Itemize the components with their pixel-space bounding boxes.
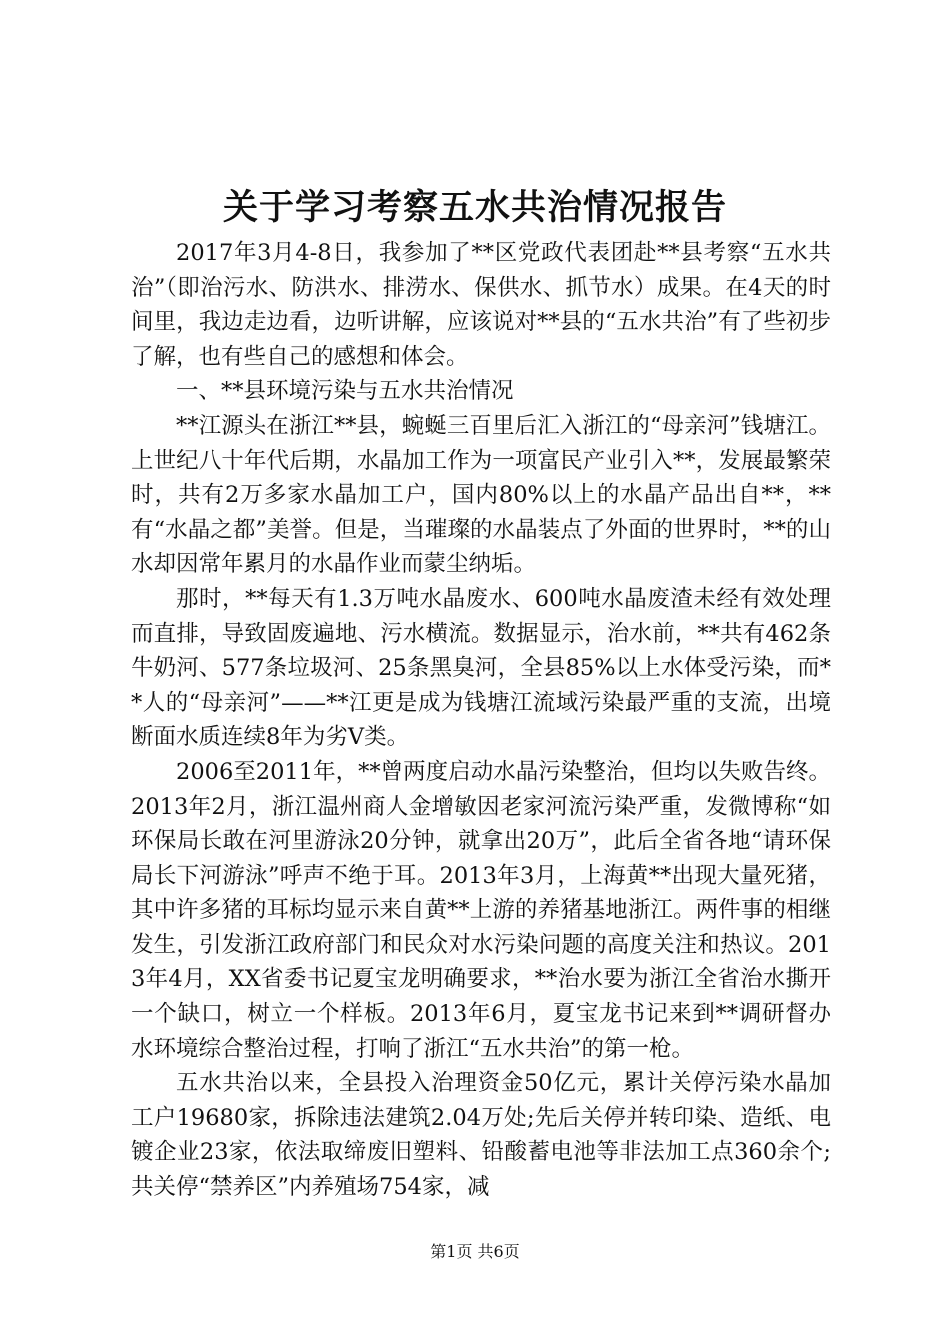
document-title: 关于学习考察五水共治情况报告	[222, 187, 727, 228]
paragraph-pollution: 那时，**每天有1.3万吨水晶废水、600吨水晶废渣未经有效处理而直排，导致固废遍地、污水横流。数据显示，治水前，**共有462条牛奶河、577条垃圾河、25条黑臭河，全县85%以上水体受污染，而**人的“母亲河”——**江更是成为钱塘江流域污染最严重的支流，出境断面水质连续8年为劣Ⅴ类。	[131, 585, 831, 751]
paragraph-results: 五水共治以来，全县投入治理资金50亿元，累计关停污染水晶加工户19680家，拆除违法建筑2.04万处;先后关停并转印染、造纸、电镀企业23家，依法取缔废旧塑料、铅酸蓄电池等非法加工点360余个;共关停“禁养区”内养殖场754家，减	[131, 1070, 831, 1201]
document-body	[131, 236, 831, 1205]
page-number-footer: 第1页 共6页	[430, 1242, 520, 1261]
paragraph-background: **江源头在浙江**县，蜿蜒三百里后汇入浙江的“母亲河”钱塘江。上世纪八十年代后期，水晶加工作为一项富民产业引入**，发展最繁荣时，共有2万多家水晶加工户，国内80%以上的水晶产品出自**，**有“水晶之都”美誉。但是，当璀璨的水晶装点了外面的世界时，**的山水却因常年累月的水晶作业而蒙尘纳垢。	[131, 412, 831, 578]
section-heading: 一、**县环境污染与五水共治情况	[176, 378, 514, 405]
paragraph-history: 2006至2011年，**曾两度启动水晶污染整治，但均以失败告终。2013年2月，浙江温州商人金增敏因老家河流污染严重，发微博称“如环保局长敢在河里游泳20分钟，就拿出20万”，此后全省各地“请环保局长下河游泳”呼声不绝于耳。2013年3月，上海黄**出现大量死猪，其中许多猪的耳标均显示来自黄**上游的养猪基地浙江。两件事的相继发生，引发浙江政府部门和民众对水污染问题的高度关注和热议。2013年4月，XX省委书记夏宝龙明确要求，**治水要为浙江全省治水撕开一个缺口，树立一个样板。2013年6月，夏宝龙书记来到**调研督办水环境综合整治过程，打响了浙江“五水共治”的第一枪。	[131, 758, 831, 1062]
paragraph-intro: 2017年3月4-8日，我参加了**区党政代表团赴**县考察“五水共治”（即治污水、防洪水、排涝水、保供水、抓节水）成果。在4天的时间里，我边走边看，边听讲解，应该说对**县的“五水共治”有了些初步了解，也有些自己的感想和体会。	[131, 240, 831, 370]
